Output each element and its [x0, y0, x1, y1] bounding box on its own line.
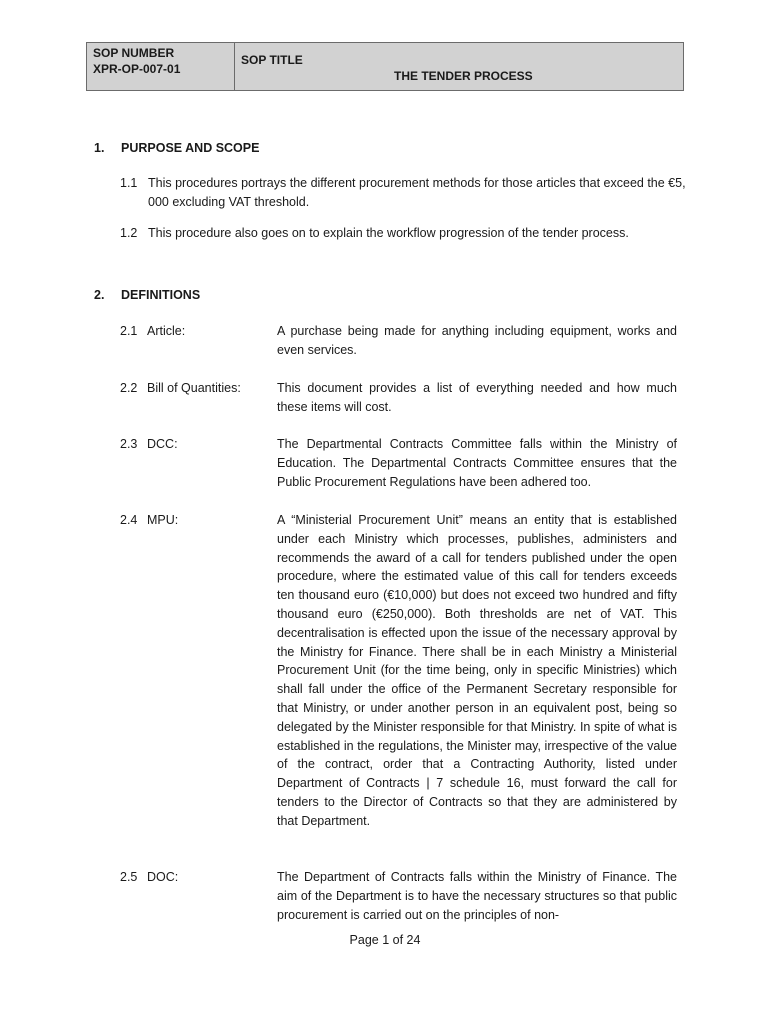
- definition-number: 2.2: [120, 381, 138, 395]
- sop-number-value: XPR-OP-007-01: [93, 62, 181, 76]
- sop-header-table: [86, 42, 684, 91]
- sop-title-label: SOP TITLE: [241, 53, 303, 67]
- definition-text: The Departmental Contracts Committee falls within the Ministry of Education. The Departmental Contracts Committee ensures that the Public Procurement Regulations have been adhered too.: [277, 437, 677, 489]
- definition-number: 2.1: [120, 324, 138, 338]
- paragraph-text: This procedures portrays the different procurement methods for those articles that exceed the €5, 000 excluding VAT threshold.: [148, 176, 686, 209]
- definition-number: 2.5: [120, 870, 138, 884]
- section-number: 2.: [94, 288, 105, 302]
- definition-term: Article:: [147, 324, 186, 338]
- header-divider: [234, 43, 235, 90]
- paragraph-number: 1.2: [120, 226, 138, 240]
- definition-number: 2.3: [120, 437, 138, 451]
- definition-term: DOC:: [147, 870, 179, 884]
- definition-text: A “Ministerial Procurement Unit” means an entity that is established under each Ministry which processes, publishes, administers and recommends the award of a call for tenders published under the open procedure, where the estimated value of this call for tenders exceeds ten thousand euro (€10,000) but does not exceed two hundred and fifty thousand euro (€250,000). Both thresholds are net of VAT. This decentralisation is effected upon the issue of the necessary approval by the Ministry for Finance. There shall be in each Ministry a Ministerial Procurement Unit (for the time being, only in specific Ministries) which shall fall under the office of the Permanent Secretary responsible for that Ministry, or under another person in an equivalent post, being so delegated by the Minister responsible for that Ministry. In spite of what is established in the regulations, the Minister may, irrespective of the value of the contract, order that a Contracting Authority, listed under Department of Contracts | 7 schedule 16, must forward the call for tenders to the Director of Contracts so that they are administered by that Department.: [277, 513, 677, 828]
- definition-text: The Department of Contracts falls within the Ministry of Finance. The aim of the Department is to have the necessary structures so that public procurement is carried out on the principles of non-: [277, 870, 677, 922]
- paragraph-text: This procedure also goes on to explain the workflow progression of the tender process.: [148, 226, 629, 240]
- section-number: 1.: [94, 141, 105, 155]
- definition-term: DCC:: [147, 437, 178, 451]
- section-title: PURPOSE AND SCOPE: [121, 141, 260, 155]
- sop-title-value: THE TENDER PROCESS: [394, 69, 533, 83]
- definition-number: 2.4: [120, 513, 138, 527]
- section-title: DEFINITIONS: [121, 288, 201, 302]
- page-number-footer: Page 1 of 24: [349, 933, 421, 947]
- sop-number-label: SOP NUMBER: [93, 46, 175, 60]
- definition-text: This document provides a list of everything needed and how much these items will cost.: [277, 381, 677, 414]
- definition-text: A purchase being made for anything including equipment, works and even services.: [277, 324, 677, 357]
- paragraph-number: 1.1: [120, 176, 138, 190]
- definition-term: MPU:: [147, 513, 179, 527]
- definition-term: Bill of Quantities:: [147, 381, 241, 395]
